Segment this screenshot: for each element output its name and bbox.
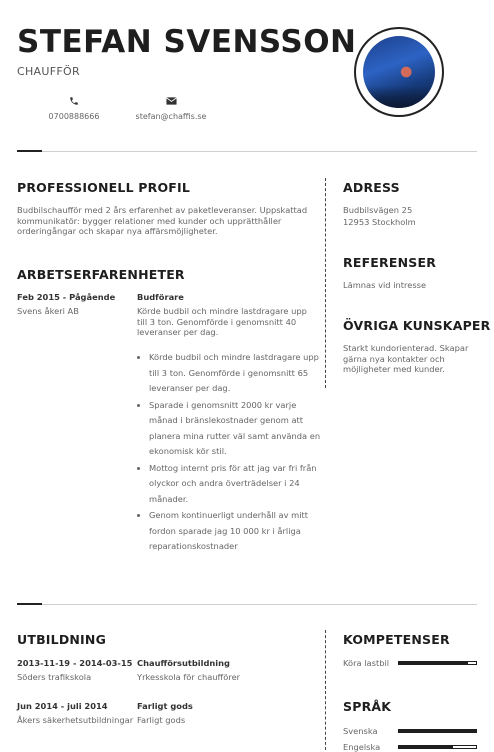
education-dates: Jun 2014 - juli 2014 bbox=[17, 701, 108, 711]
column-divider bbox=[325, 178, 326, 388]
language-label: Svenska bbox=[343, 726, 378, 736]
education-dates: 2013-11-19 - 2014-03-15 bbox=[17, 658, 133, 668]
competence-heading: KOMPETENSER bbox=[343, 632, 450, 647]
references-text: Lämnas vid intresse bbox=[343, 280, 427, 290]
education-detail: Yrkesskola för chaufförer bbox=[137, 672, 241, 682]
education-title: Chaufförsutbildning bbox=[137, 658, 230, 668]
languages-heading: SPRÅK bbox=[343, 699, 392, 714]
contact-email[interactable] bbox=[128, 96, 214, 121]
skill-bar-remainder bbox=[468, 662, 476, 664]
other-skills-text: Starkt kundorienterad. Skapar gärna nya kontakter och möjligheter med kunder. bbox=[343, 343, 469, 374]
job-title: Budförare bbox=[137, 292, 184, 302]
language-bar-remainder bbox=[453, 746, 476, 748]
skill-label: Köra lastbil bbox=[343, 658, 390, 668]
candidate-name: STEFAN SVENSSON bbox=[17, 24, 357, 60]
list-item: • Sparade i genomsnitt 2000 kr varje månad i bränslekostnader genom att planera mina rutter väl samt använda en ekonomisk kör stil. bbox=[149, 398, 325, 460]
job-intro: Körde budbil och mindre lastdragare upp till 3 ton. Genomförde i genomsnitt 40 leveranser per dag. bbox=[137, 306, 307, 337]
skill-bar bbox=[398, 661, 477, 665]
contact-phone[interactable] bbox=[40, 96, 108, 121]
list-item: • Mottog internt pris för att jag var fri från olyckor och andra överträdelser i 24 månader. bbox=[149, 461, 325, 508]
phone-icon bbox=[40, 96, 108, 110]
profile-text: Budbilschaufför med 2 års erfarenhet av paketleveranser. Uppskattad kommunikatör: bygger relationer med kunder och upprätthåller orderingångar och skapar nya affärsmöjligheter. bbox=[17, 205, 308, 236]
phone-number: 0700888666 bbox=[48, 112, 100, 121]
job-role: CHAUFFÖR bbox=[17, 65, 80, 78]
education-school: Åkers säkerhetsutbildningar bbox=[17, 715, 134, 725]
language-label: Engelska bbox=[343, 742, 381, 752]
education-heading: UTBILDNING bbox=[17, 632, 107, 647]
other-skills-heading: ÖVRIGA KUNSKAPER bbox=[343, 318, 491, 333]
job-employer: Svens åkeri AB bbox=[17, 306, 79, 316]
divider-accent bbox=[17, 150, 42, 152]
profile-photo bbox=[363, 36, 435, 108]
list-item: • Körde budbil och mindre lastdragare upp till 3 ton. Genomförde i genomsnitt 65 leveranser per dag. bbox=[149, 350, 325, 397]
job-dates: Feb 2015 - Pågående bbox=[17, 292, 116, 302]
profile-photo-frame bbox=[354, 27, 444, 117]
education-school: Söders trafikskola bbox=[17, 672, 92, 682]
references-heading: REFERENSER bbox=[343, 255, 437, 270]
section-divider bbox=[17, 604, 477, 605]
divider-accent bbox=[17, 603, 42, 605]
email-address: stefan@chaffis.se bbox=[135, 112, 207, 121]
address-line-1: Budbilsvägen 25 bbox=[343, 205, 413, 215]
address-heading: ADRESS bbox=[343, 180, 400, 195]
section-divider bbox=[17, 151, 477, 152]
address-line-2: 12953 Stockholm bbox=[343, 217, 416, 227]
list-item: • Genom kontinuerligt underhåll av mitt fordon sparade jag 10 000 kr i årliga reparationskostnader bbox=[149, 508, 325, 555]
column-divider bbox=[325, 630, 326, 750]
experience-heading: ARBETSERFARENHETER bbox=[17, 267, 185, 282]
profile-heading: PROFESSIONELL PROFIL bbox=[17, 180, 191, 195]
education-title: Farligt gods bbox=[137, 701, 193, 711]
job-achievements bbox=[137, 350, 325, 556]
language-bar bbox=[398, 745, 477, 749]
education-detail: Farligt gods bbox=[137, 715, 186, 725]
language-bar bbox=[398, 729, 477, 733]
envelope-icon bbox=[128, 96, 214, 110]
